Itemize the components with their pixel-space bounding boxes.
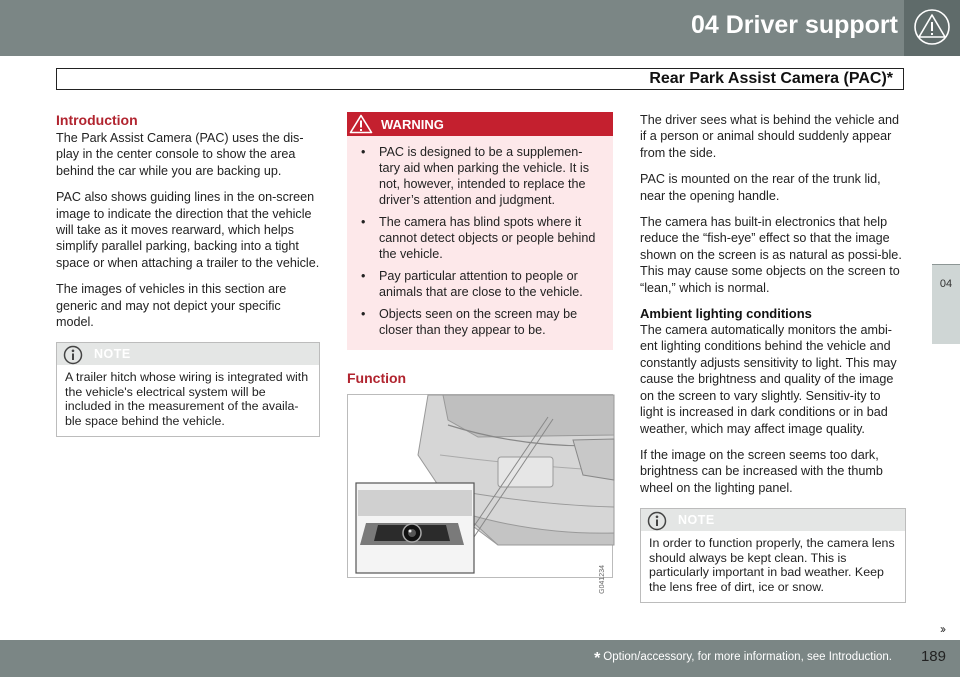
chapter-header <box>0 0 960 56</box>
function-heading: Function <box>347 370 407 386</box>
warning-item: • Objects seen on the screen may be closer than they appear to be. <box>361 307 578 337</box>
warning-item: • PAC is designed to be a supplemen-tary aid when parking the vehicle. It is not, however, intended to replace the driver’s attention and judgment. <box>361 145 590 207</box>
bullet-icon: • <box>361 307 366 321</box>
warning-list <box>347 136 613 350</box>
header-icon-box <box>904 0 960 56</box>
warning-header <box>347 112 613 136</box>
info-icon <box>647 511 667 531</box>
section-title: Rear Park Assist Camera (PAC)* <box>649 70 893 87</box>
paragraph: The Park Assist Camera (PAC) uses the dis-play in the center console to show the area behind the car while you are backing up. <box>56 131 304 178</box>
note-box <box>56 342 320 437</box>
note-text: A trailer hitch whose wiring is integrated with the vehicle's electrical system will be included in the measurement of the availa-ble space behind the vehicle. <box>65 370 309 428</box>
note-text: In order to function properly, the camera lens should always be kept clean. This is particularly important in bad weather. Keep the lens free of dirt, ice or snow. <box>649 536 895 594</box>
paragraph: The driver sees what is behind the vehicle and if a person or animal should suddenly appear from the side. <box>640 113 900 160</box>
paragraph: PAC is mounted on the rear of the trunk lid, near the opening handle. <box>640 172 881 203</box>
paragraph: The camera has built-in electronics that help reduce the “fish-eye” effect so that the image shown on the screen is as natural as possi-ble. This may cause some objects on the screen to “lean,” which is normal. <box>640 215 902 295</box>
note-label: NOTE <box>94 347 131 362</box>
warning-triangle-icon <box>913 8 951 46</box>
section-bar <box>56 68 904 90</box>
car-rear-camera-illustration <box>348 395 614 579</box>
note-header <box>57 343 319 365</box>
page-footer <box>0 640 960 677</box>
side-tab-label: 04 <box>939 278 953 290</box>
warning-triangle-icon <box>349 114 373 134</box>
warning-item: • Pay particular attention to people or animals that are close to the vehicle. <box>361 269 583 299</box>
paragraph: The camera automatically monitors the ambi-ent lighting conditions behind the vehicle and constantly adjusts sensitivity to light. This may cause the brightness and quality of the image on the screen to vary slightly. Sensitiv-ity to light is increased in dark conditions or in bad weather, which may affect image quality. <box>640 323 897 436</box>
paragraph: If the image on the screen seems too dark, brightness can be increased with the thumb wheel on the lighting panel. <box>640 447 883 495</box>
side-tab-divider <box>932 264 960 265</box>
column-3 <box>640 112 906 603</box>
paragraph: PAC also shows guiding lines in the on-screen image to indicate the direction that the vehicle will take as it moves rearward, which helps simplify parallel parking, backing into a tight space or when attaching a trailer to the vehicle. <box>56 190 320 270</box>
note-header <box>641 509 905 531</box>
next-page-arrows[interactable]: ›› <box>940 622 944 636</box>
warning-item: • The camera has blind spots where it cannot detect objects or people behind the vehicle. <box>361 215 596 261</box>
warning-label: WARNING <box>381 117 444 132</box>
figure-code: G041234 <box>599 565 606 594</box>
note-box <box>640 508 906 603</box>
footer-note-text: Option/accessory, for more information, see Introduction. <box>603 651 892 663</box>
chapter-title: 04 Driver support <box>690 11 898 39</box>
paragraph: The images of vehicles in this section are generic and may not depict your specific model. <box>56 282 287 330</box>
chapter-side-tab <box>932 264 960 344</box>
column-1 <box>56 112 320 437</box>
bullet-icon: • <box>361 215 366 229</box>
column-2 <box>347 112 613 594</box>
bullet-icon: • <box>361 145 366 159</box>
bullet-icon: • <box>361 269 366 283</box>
introduction-heading: Introduction <box>56 112 138 128</box>
ambient-lighting-heading: Ambient lighting conditions <box>640 306 812 322</box>
footer-note <box>594 650 892 668</box>
info-icon <box>63 345 83 365</box>
warning-box <box>347 112 613 350</box>
note-label: NOTE <box>678 513 715 528</box>
camera-illustration <box>347 394 613 594</box>
page-number: 189 <box>920 648 946 665</box>
asterisk: * <box>594 650 601 667</box>
